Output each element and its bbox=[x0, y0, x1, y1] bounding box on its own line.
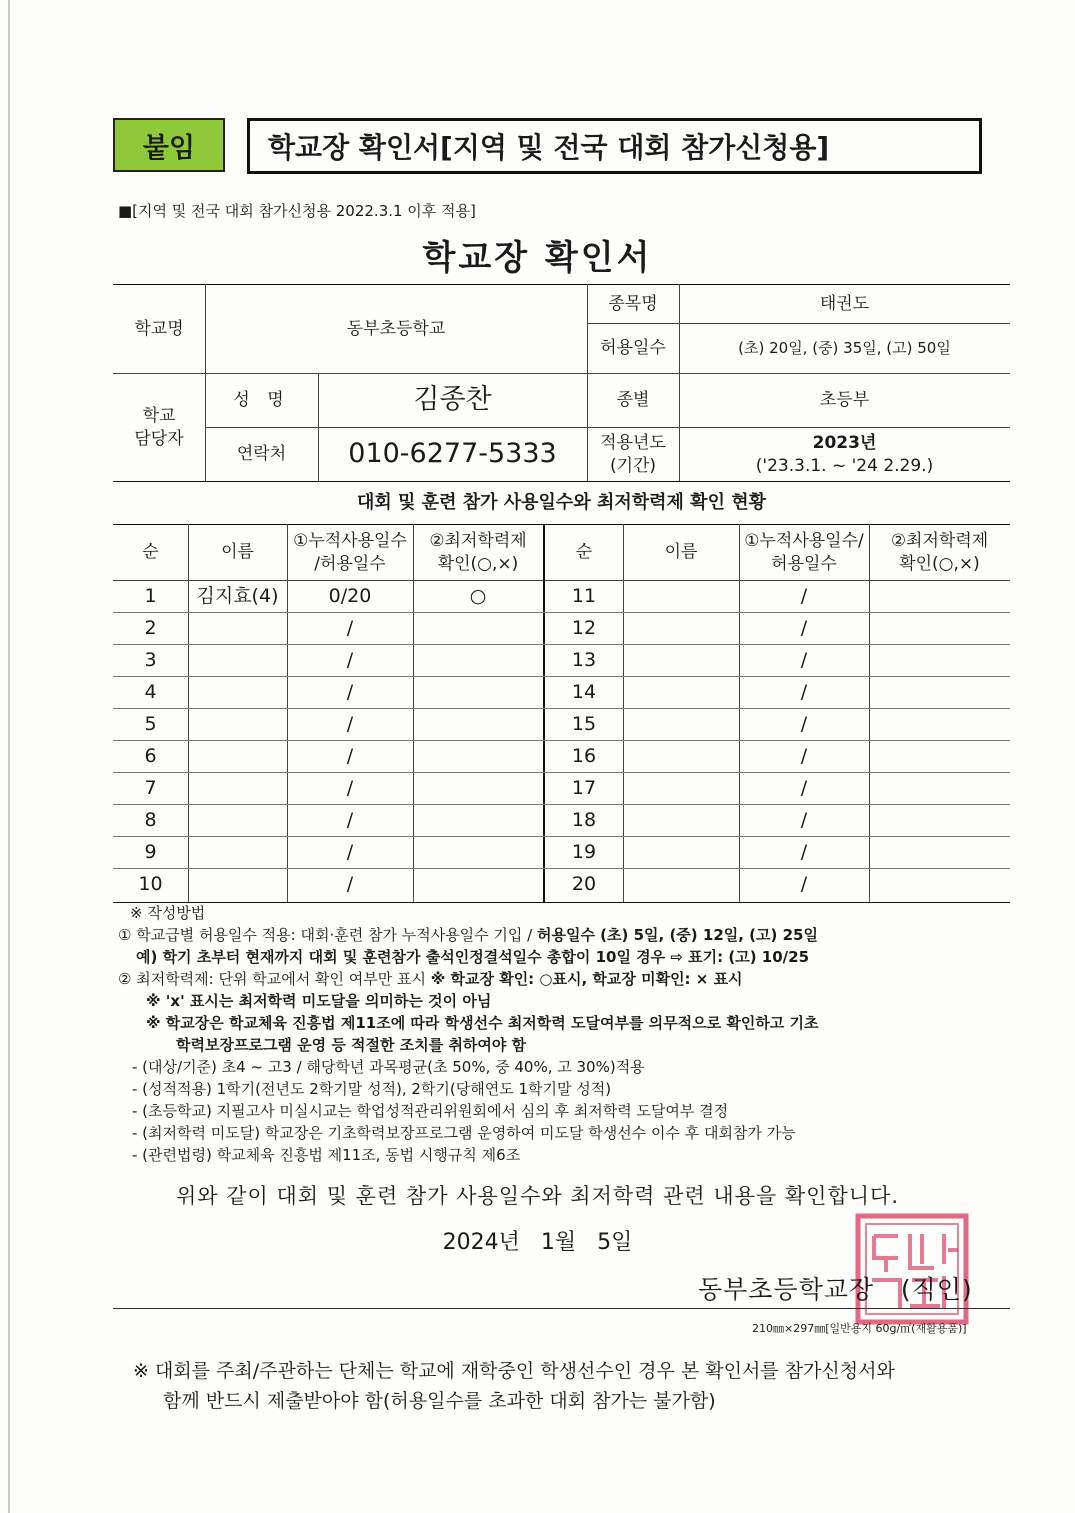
col-header-days-left bbox=[287, 525, 413, 580]
principal-signature: 동부초등학교장 (직인) bbox=[698, 1275, 973, 1304]
contact-label: 연락처 bbox=[236, 444, 287, 465]
note-2 bbox=[118, 968, 1018, 990]
year-value-line2: ('23.3.1. ~ '24 2.29.) bbox=[755, 455, 934, 476]
row-left-3-min bbox=[413, 645, 543, 676]
col-header-days-left-line1: ①누적사용일수 bbox=[293, 530, 407, 551]
row-left-4-days: / bbox=[346, 680, 354, 703]
row-right-3-no: 13 bbox=[571, 648, 597, 671]
official-seal-stamp bbox=[852, 1210, 972, 1328]
row-right-4-days: / bbox=[800, 680, 808, 703]
row-right-1-min bbox=[869, 581, 1010, 612]
row-right-9-name bbox=[623, 837, 739, 868]
row-left-8-days: / bbox=[346, 808, 354, 831]
col-header-no-left: 순 bbox=[142, 542, 159, 563]
row-left-2-min bbox=[413, 613, 543, 644]
row-left-7-no: 7 bbox=[144, 776, 157, 799]
col-header-min-right bbox=[869, 525, 1010, 580]
school-name-label: 학교명 bbox=[134, 318, 184, 339]
row-right-4-min bbox=[869, 677, 1010, 708]
row-left-8-no: 8 bbox=[144, 808, 157, 831]
row-right-2-no: 12 bbox=[571, 616, 597, 639]
row-left-1-min: ○ bbox=[469, 584, 487, 607]
note-1-example: 예) 학기 초부터 현재까지 대회 및 훈련참가 출석인정결석일수 총합이 10일 경우 ⇨ 표기: (고) 10/25 bbox=[136, 948, 810, 966]
division-label: 종별 bbox=[616, 390, 650, 411]
row-left-5-days: / bbox=[346, 712, 354, 735]
school-name-value: 동부초등학교 bbox=[346, 318, 446, 339]
attachment-badge: 붙임 bbox=[113, 118, 225, 172]
row-right-10-min bbox=[869, 869, 1010, 900]
row-right-3-min bbox=[869, 645, 1010, 676]
row-left-4-name bbox=[188, 677, 287, 708]
row-left-10-min bbox=[413, 869, 543, 900]
note-2-bold: ※ 학교장 확인: ○표시, 학교장 미확인: × 표시 bbox=[430, 970, 743, 988]
row-right-6-days: / bbox=[800, 744, 808, 767]
note-1 bbox=[118, 924, 1018, 946]
row-left-5-name bbox=[188, 709, 287, 740]
note-4a: ※ 학교장은 학교체육 진흥법 제11조에 따라 학생선수 최저학력 도달여부를 의무적으로 확인하고 기초 bbox=[146, 1014, 819, 1032]
division-value: 초등부 bbox=[819, 390, 870, 411]
row-right-7-days: / bbox=[800, 776, 808, 799]
row-left-10-no: 10 bbox=[138, 872, 163, 895]
row-right-10-no: 20 bbox=[571, 872, 597, 895]
scan-edge bbox=[8, 0, 10, 1513]
writing-instructions bbox=[118, 902, 1018, 1166]
col-header-days-right-line2: 허용일수 bbox=[771, 553, 837, 574]
note-4b: 학력보장프로그램 운영 등 적절한 조치를 취하여야 함 bbox=[176, 1036, 527, 1054]
row-right-4-name bbox=[623, 677, 739, 708]
row-right-5-days: / bbox=[800, 712, 808, 735]
col-header-min-left-line1: ②최저학력제 bbox=[429, 530, 527, 551]
row-right-3-days: / bbox=[800, 648, 808, 671]
detail-4: - (최저학력 미도달) 학교장은 기초학력보장프로그램 운영하여 미도달 학생선수 이수 후 대회참가 가능 bbox=[132, 1124, 796, 1142]
row-left-4-min bbox=[413, 677, 543, 708]
col-header-days-left-line2: /허용일수 bbox=[314, 553, 386, 574]
row-left-1-name: 김지효(4) bbox=[196, 584, 279, 607]
allowed-days-value: (초) 20일, (중) 35일, (고) 50일 bbox=[738, 339, 951, 358]
row-left-6-name bbox=[188, 741, 287, 772]
col-header-min-right-line1: ②최저학력제 bbox=[890, 530, 989, 551]
row-left-3-name bbox=[188, 645, 287, 676]
col-header-name-left: 이름 bbox=[221, 542, 254, 563]
row-left-7-days: / bbox=[346, 776, 354, 799]
note-2-text: ② 최저학력제: 단위 학교에서 확인 여부만 표시 bbox=[118, 970, 431, 988]
row-right-2-min bbox=[869, 613, 1010, 644]
row-left-9-min bbox=[413, 837, 543, 868]
row-right-7-min bbox=[869, 773, 1010, 804]
year-value bbox=[679, 428, 1010, 481]
footnote-line2: 함께 반드시 제출받아야 함(허용일수를 초과한 대회 참가는 불가함) bbox=[163, 1390, 716, 1412]
row-left-7-name bbox=[188, 773, 287, 804]
row-left-9-days: / bbox=[346, 840, 354, 863]
section-title: 대회 및 훈련 참가 사용일수와 최저학력제 확인 현황 bbox=[356, 492, 766, 513]
note-1-bold: 허용일수 (초) 5일, (중) 12일, (고) 25일 bbox=[537, 926, 818, 944]
row-left-6-no: 6 bbox=[144, 744, 157, 767]
row-left-7-min bbox=[413, 773, 543, 804]
year-value-line1: 2023년 bbox=[812, 432, 877, 453]
row-left-5-min bbox=[413, 709, 543, 740]
manager-label-line1: 학교 bbox=[142, 405, 176, 426]
confirmation-statement: 위와 같이 대회 및 훈련 참가 사용일수와 최저학력 관련 내용을 확인합니다. bbox=[175, 1184, 899, 1208]
row-left-9-no: 9 bbox=[144, 840, 157, 863]
row-left-1-days: 0/20 bbox=[328, 584, 372, 607]
row-right-8-no: 18 bbox=[571, 808, 597, 831]
event-label: 종목명 bbox=[608, 293, 658, 314]
row-left-8-min bbox=[413, 805, 543, 836]
row-left-3-days: / bbox=[346, 648, 354, 671]
row-left-10-days: / bbox=[346, 872, 354, 895]
row-left-9-name bbox=[188, 837, 287, 868]
row-right-5-min bbox=[869, 709, 1010, 740]
detail-3: - (초등학교) 지필고사 미실시교는 학업성적관리위원회에서 심의 후 최저학력 도달여부 결정 bbox=[132, 1102, 729, 1120]
row-right-9-days: / bbox=[800, 840, 808, 863]
note-3: ※ 'x' 표시는 최저학력 미도달을 의미하는 것이 아님 bbox=[146, 992, 492, 1010]
person-name-value: 김종찬 bbox=[413, 384, 492, 416]
row-right-7-name bbox=[623, 773, 739, 804]
row-left-10-name bbox=[188, 869, 287, 900]
detail-1: - (대상/기준) 초4 ~ 고3 / 해당학년 과목평균(초 50%, 중 40%, 고 30%)적용 bbox=[132, 1058, 645, 1076]
detail-2: - (성적적용) 1학기(전년도 2학기말 성적), 2학기(당해연도 1학기말 성적) bbox=[132, 1080, 612, 1098]
detail-5: - (관련법령) 학교체육 진흥법 제11조, 동법 시행규칙 제6조 bbox=[132, 1146, 521, 1164]
row-right-10-days: / bbox=[800, 872, 808, 895]
row-left-2-name bbox=[188, 613, 287, 644]
row-right-1-days: / bbox=[800, 584, 808, 607]
row-right-1-name bbox=[623, 581, 739, 612]
row-right-4-no: 14 bbox=[571, 680, 597, 703]
row-left-2-no: 2 bbox=[144, 616, 157, 639]
person-name-label: 성 명 bbox=[233, 390, 290, 411]
row-right-5-name bbox=[623, 709, 739, 740]
note-1-text: ① 학교급별 허용일수 적용: 대회·훈련 참가 누적사용일수 기입 / bbox=[118, 926, 537, 944]
row-left-8-name bbox=[188, 805, 287, 836]
footnote-line1: ※ 대회를 주최/주관하는 단체는 학교에 재학중인 학생선수인 경우 본 확인서를 참가신청서와 bbox=[133, 1360, 895, 1382]
submission-footnote bbox=[133, 1356, 895, 1416]
col-header-no-right: 순 bbox=[575, 542, 593, 563]
applies-note: ■[지역 및 전국 대회 참가신청용 2022.3.1 이후 적용] bbox=[118, 202, 476, 220]
row-right-9-min bbox=[869, 837, 1010, 868]
issue-date: 2024년 1월 5일 bbox=[442, 1230, 633, 1255]
row-right-8-name bbox=[623, 805, 739, 836]
document-title: 학교장 확인서 bbox=[422, 238, 653, 278]
year-label bbox=[587, 428, 679, 481]
notes-heading: ※ 작성방법 bbox=[130, 904, 206, 922]
row-left-6-days: / bbox=[346, 744, 354, 767]
col-header-min-right-line2: 확인(○,×) bbox=[899, 553, 980, 574]
row-right-8-days: / bbox=[800, 808, 808, 831]
manager-label-line2: 담당자 bbox=[134, 428, 184, 449]
row-right-6-min bbox=[869, 741, 1010, 772]
col-header-name-right: 이름 bbox=[664, 542, 698, 563]
header-title: 학교장 확인서[지역 및 전국 대회 참가신청용] bbox=[247, 118, 982, 174]
event-value: 태권도 bbox=[819, 293, 870, 314]
row-left-3-no: 3 bbox=[144, 648, 157, 671]
row-right-5-no: 15 bbox=[571, 712, 597, 735]
manager-label bbox=[113, 374, 205, 481]
row-right-9-no: 19 bbox=[571, 840, 597, 863]
row-right-2-days: / bbox=[800, 616, 808, 639]
row-right-10-name bbox=[623, 869, 739, 900]
row-right-6-no: 16 bbox=[571, 744, 597, 767]
allowed-days-label: 허용일수 bbox=[600, 338, 666, 359]
row-left-6-min bbox=[413, 741, 543, 772]
col-header-min-left-line2: 확인(○,×) bbox=[437, 553, 519, 574]
col-header-min-left bbox=[413, 525, 543, 580]
row-right-8-min bbox=[869, 805, 1010, 836]
row-left-4-no: 4 bbox=[144, 680, 157, 703]
year-label-line1: 적용년도 bbox=[600, 432, 666, 453]
contact-value: 010-6277-5333 bbox=[348, 438, 557, 470]
row-left-5-no: 5 bbox=[144, 712, 157, 735]
col-header-days-right bbox=[739, 525, 869, 580]
paper-spec: 210㎜×297㎜[일반용지 60g/㎡(재활용품)] bbox=[752, 1322, 967, 1335]
row-left-1-no: 1 bbox=[144, 584, 157, 607]
row-right-7-no: 17 bbox=[571, 776, 597, 799]
year-label-line2: (기간) bbox=[609, 455, 657, 476]
row-left-2-days: / bbox=[346, 616, 354, 639]
col-header-days-right-line1: ①누적사용일수/ bbox=[744, 530, 864, 551]
row-right-6-name bbox=[623, 741, 739, 772]
row-right-1-no: 11 bbox=[571, 584, 597, 607]
row-right-2-name bbox=[623, 613, 739, 644]
row-right-3-name bbox=[623, 645, 739, 676]
